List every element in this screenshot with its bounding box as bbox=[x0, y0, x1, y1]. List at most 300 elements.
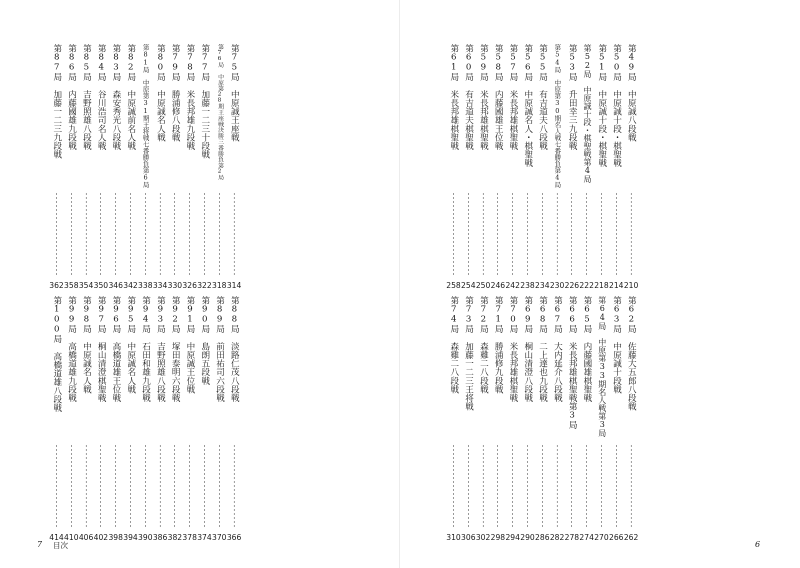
game-number: 第80局 bbox=[155, 44, 166, 82]
toc-entry-label bbox=[579, 296, 594, 402]
game-title: 大内延介八段戦 bbox=[552, 341, 563, 403]
toc-entry-label bbox=[108, 44, 123, 150]
leader-dots bbox=[594, 192, 609, 276]
toc-entry bbox=[167, 44, 183, 290]
toc-entry bbox=[78, 296, 94, 542]
toc-entry-label bbox=[594, 44, 609, 167]
game-number: 第74局 bbox=[448, 296, 459, 334]
game-title: 森雞二八段戦 bbox=[478, 341, 489, 394]
game-number: 第90局 bbox=[199, 296, 210, 334]
toc-entry bbox=[138, 44, 153, 290]
toc-entry bbox=[78, 44, 94, 290]
leader-dots bbox=[49, 444, 64, 528]
toc-entry bbox=[535, 296, 550, 542]
toc-block-top-right bbox=[446, 44, 639, 290]
game-number: 第99局 bbox=[66, 296, 77, 334]
toc-entry-label bbox=[535, 296, 550, 402]
toc-entry-label bbox=[490, 296, 505, 393]
game-title: 中原誠名人戦 bbox=[125, 341, 136, 394]
toc-page-number: 210 bbox=[623, 281, 639, 290]
toc-entry bbox=[212, 296, 227, 542]
game-number: 第52局 bbox=[582, 44, 592, 78]
game-number: 第65局 bbox=[581, 296, 592, 334]
toc-entry-label bbox=[550, 296, 565, 402]
game-title: 中原誠名人・棋聖戦 bbox=[522, 89, 533, 168]
toc-entry-label bbox=[476, 44, 491, 150]
toc-entry-label bbox=[64, 44, 79, 150]
leader-dots bbox=[123, 444, 138, 528]
game-number: 第55局 bbox=[537, 44, 548, 82]
game-number: 第57局 bbox=[507, 44, 518, 82]
toc-page-number: 414 bbox=[49, 533, 64, 542]
toc-page-number: 386 bbox=[152, 533, 168, 542]
game-number: 第83局 bbox=[110, 44, 121, 82]
game-number: 第58局 bbox=[493, 44, 504, 82]
game-number: 第72局 bbox=[478, 296, 489, 334]
toc-entry-label bbox=[49, 44, 64, 159]
toc-page-number: 322 bbox=[197, 281, 212, 290]
toc-entry bbox=[505, 44, 520, 290]
toc-page-number: 326 bbox=[182, 281, 197, 290]
leader-dots bbox=[49, 192, 64, 276]
toc-page-number: 242 bbox=[505, 281, 520, 290]
leader-dots bbox=[64, 192, 79, 276]
toc-page-number: 226 bbox=[564, 281, 580, 290]
game-title: 中原誠十段戦 bbox=[611, 341, 622, 394]
game-title: 桐山清澄八段戦 bbox=[522, 341, 533, 403]
toc-entry-label bbox=[594, 296, 609, 437]
leader-dots bbox=[108, 444, 123, 528]
toc-page-number: 290 bbox=[520, 533, 535, 542]
toc-entry bbox=[226, 44, 242, 290]
toc-page-number: 394 bbox=[123, 533, 138, 542]
game-title: 内藤國雄棋聖戦 bbox=[581, 341, 592, 403]
leader-dots bbox=[79, 192, 94, 276]
game-title: 高橋道雄九段戦 bbox=[66, 341, 77, 403]
toc-entry-label bbox=[624, 296, 639, 411]
toc-entry bbox=[490, 44, 506, 290]
game-number: 第61局 bbox=[448, 44, 459, 82]
game-title: 米長邦雄棋聖戦第3局 bbox=[567, 341, 578, 430]
game-number: 第70局 bbox=[507, 296, 518, 334]
game-number: 第64局 bbox=[597, 296, 607, 330]
game-number: 第91局 bbox=[184, 296, 195, 334]
toc-page-number: 366 bbox=[226, 533, 242, 542]
toc-entry bbox=[108, 44, 123, 290]
toc-entry bbox=[490, 296, 506, 542]
leader-dots bbox=[505, 192, 520, 276]
game-title: 米長邦雄棋聖戦 bbox=[478, 89, 489, 151]
game-number: 第94局 bbox=[140, 296, 151, 334]
game-title: 中原誠名人戦 bbox=[155, 89, 166, 142]
toc-entry bbox=[123, 296, 138, 542]
toc-entry-label bbox=[609, 44, 624, 167]
toc-entry-label bbox=[609, 296, 624, 393]
game-title: 升田幸三九段戦 bbox=[567, 89, 578, 151]
game-title: 加藤一二三九段戦 bbox=[51, 89, 62, 159]
toc-page-number: 306 bbox=[461, 533, 476, 542]
toc-entry-label bbox=[564, 296, 579, 429]
game-number: 第92局 bbox=[170, 296, 181, 334]
leader-dots bbox=[197, 444, 212, 528]
game-title: 中原誠前名人戦 bbox=[125, 89, 136, 151]
leader-dots bbox=[79, 444, 94, 528]
game-title: 中原第31期王将戦七番勝負第6局 bbox=[141, 79, 150, 188]
toc-entry-label bbox=[505, 296, 520, 402]
toc-entry bbox=[446, 44, 461, 290]
toc-entry bbox=[446, 296, 461, 542]
toc-page-number: 370 bbox=[212, 533, 227, 542]
game-title: 中原誠八段戦 bbox=[626, 89, 637, 142]
game-number: 第100局 bbox=[51, 296, 62, 344]
toc-page-number: 254 bbox=[461, 281, 476, 290]
leader-dots bbox=[609, 192, 624, 276]
game-title: 高橋道雄八段戦 bbox=[51, 351, 62, 413]
game-title: 米長邦雄棋聖戦 bbox=[507, 89, 518, 151]
toc-entry-label bbox=[579, 44, 594, 183]
leader-dots bbox=[624, 192, 639, 276]
game-title: 中原第33期名人戦第3局 bbox=[597, 338, 607, 437]
game-number: 第77局 bbox=[199, 44, 210, 82]
toc-page-number: 286 bbox=[535, 533, 550, 542]
leader-dots bbox=[594, 444, 609, 528]
toc-entry-label bbox=[476, 296, 491, 393]
toc-entry bbox=[197, 296, 212, 542]
toc-page-number: 250 bbox=[475, 281, 491, 290]
leader-dots bbox=[212, 192, 227, 276]
toc-entry bbox=[579, 296, 594, 542]
game-number: 第71局 bbox=[493, 296, 504, 334]
toc-entry bbox=[623, 44, 639, 290]
toc-entry bbox=[594, 44, 609, 290]
leader-dots bbox=[564, 444, 579, 528]
toc-page-number: 354 bbox=[78, 281, 94, 290]
game-number: 第51局 bbox=[596, 44, 607, 82]
toc-entry bbox=[564, 296, 580, 542]
toc-entry bbox=[93, 44, 109, 290]
game-title: 吉野照雄八段戦 bbox=[81, 89, 92, 151]
game-title: 森安秀光八段戦 bbox=[110, 89, 121, 151]
toc-entry-label bbox=[167, 44, 182, 141]
game-number: 第98局 bbox=[81, 296, 92, 334]
toc-page-number: 310 bbox=[446, 533, 461, 542]
leader-dots bbox=[579, 192, 594, 276]
toc-entry-label bbox=[564, 44, 579, 150]
leader-dots bbox=[461, 192, 476, 276]
leader-dots bbox=[476, 444, 491, 528]
game-title: 谷川浩司名人戦 bbox=[96, 89, 107, 151]
game-title: 中原第28期王座戦決勝三番勝負第2局 bbox=[216, 73, 223, 181]
toc-entry-label bbox=[212, 44, 227, 180]
game-number: 第62局 bbox=[626, 296, 637, 334]
toc-entry-label bbox=[182, 44, 197, 150]
game-number: 第79局 bbox=[170, 44, 181, 82]
toc-entry bbox=[594, 296, 609, 542]
leader-dots bbox=[153, 444, 168, 528]
toc-entry-label bbox=[212, 296, 227, 402]
game-number: 第60局 bbox=[463, 44, 474, 82]
leader-dots bbox=[182, 192, 197, 276]
game-title: 勝浦修八段戦 bbox=[170, 89, 181, 142]
toc-page-number: 362 bbox=[49, 281, 64, 290]
leader-dots bbox=[579, 444, 594, 528]
toc-page-number: 398 bbox=[108, 533, 123, 542]
game-title: 米長邦雄棋聖戦 bbox=[448, 89, 459, 151]
toc-page-number: 402 bbox=[93, 533, 109, 542]
toc-entry-label bbox=[138, 44, 153, 188]
toc-page-number: 266 bbox=[609, 533, 624, 542]
toc-entry-label bbox=[93, 296, 108, 402]
toc-page-number: 234 bbox=[535, 281, 550, 290]
leader-dots bbox=[108, 192, 123, 276]
leader-dots bbox=[624, 444, 639, 528]
right-page bbox=[400, 0, 800, 568]
toc-entry bbox=[564, 44, 580, 290]
game-title: 森雞二八段戦 bbox=[448, 341, 459, 394]
toc-page-number: 278 bbox=[564, 533, 580, 542]
toc-entry-label bbox=[624, 44, 639, 141]
toc-page-number: 274 bbox=[579, 533, 594, 542]
toc-page-number: 342 bbox=[123, 281, 138, 290]
game-number: 第75局 bbox=[229, 44, 240, 82]
toc-block-bottom-left bbox=[49, 296, 242, 542]
toc-page-number: 346 bbox=[108, 281, 123, 290]
game-title: 前田祐司六段戦 bbox=[214, 341, 225, 403]
game-number: 第76局 bbox=[216, 44, 223, 68]
toc-page-number: 230 bbox=[549, 281, 565, 290]
toc-page-number: 302 bbox=[475, 533, 491, 542]
game-number: 第69局 bbox=[522, 296, 533, 334]
leader-dots bbox=[446, 192, 461, 276]
toc-entry bbox=[49, 44, 64, 290]
game-number: 第66局 bbox=[567, 296, 578, 334]
game-title: 中原誠十段・棋聖戦 bbox=[596, 89, 607, 168]
game-number: 第95局 bbox=[125, 296, 136, 334]
game-title: 内藤國雄王位戦 bbox=[493, 89, 504, 151]
game-number: 第49局 bbox=[626, 44, 637, 82]
toc-page-number: 270 bbox=[594, 533, 609, 542]
game-number: 第87局 bbox=[51, 44, 62, 82]
toc-page-number: 378 bbox=[182, 533, 197, 542]
leader-dots bbox=[446, 444, 461, 528]
toc-entry-label bbox=[79, 44, 94, 150]
toc-entry bbox=[49, 296, 64, 542]
toc-page-number: 330 bbox=[167, 281, 183, 290]
page-number-right: 6 bbox=[755, 540, 761, 549]
leader-dots bbox=[93, 444, 108, 528]
toc-page-number: 358 bbox=[64, 281, 79, 290]
game-title: 島朗五段戦 bbox=[199, 341, 210, 385]
leader-dots bbox=[167, 192, 182, 276]
toc-entry-label bbox=[446, 296, 461, 393]
game-title: 高橋道雄王位戦 bbox=[110, 341, 121, 403]
leader-dots bbox=[227, 192, 242, 276]
leader-dots bbox=[505, 444, 520, 528]
toc-entry bbox=[64, 44, 79, 290]
game-number: 第97局 bbox=[96, 296, 107, 334]
toc-page-number: 374 bbox=[197, 533, 212, 542]
toc-page-number: 382 bbox=[167, 533, 183, 542]
toc-page-number: 258 bbox=[446, 281, 461, 290]
toc-entry-label bbox=[182, 296, 197, 393]
leader-dots bbox=[564, 192, 579, 276]
toc-page-number: 350 bbox=[93, 281, 109, 290]
game-title: 米長邦雄九段戦 bbox=[184, 89, 195, 151]
toc-entry bbox=[520, 44, 535, 290]
game-number: 第50局 bbox=[611, 44, 622, 82]
toc-page-number: 406 bbox=[78, 533, 94, 542]
toc-entry bbox=[609, 296, 624, 542]
toc-entry-label bbox=[520, 296, 535, 402]
leader-dots bbox=[182, 444, 197, 528]
game-title: 吉野照雄八段戦 bbox=[155, 341, 166, 403]
toc-page-number: 314 bbox=[226, 281, 242, 290]
toc-page-number: 334 bbox=[152, 281, 168, 290]
game-title: 有吉道夫八段戦 bbox=[537, 89, 548, 151]
toc-entry-label bbox=[197, 44, 212, 159]
toc-page-number: 410 bbox=[64, 533, 79, 542]
toc-block-top-left bbox=[49, 44, 242, 290]
leader-dots bbox=[550, 192, 565, 276]
game-title: 塚田泰明六段戦 bbox=[170, 341, 181, 403]
leader-dots bbox=[490, 192, 505, 276]
leader-dots bbox=[461, 444, 476, 528]
game-number: 第81局 bbox=[141, 44, 150, 73]
toc-entry-label bbox=[123, 44, 138, 150]
toc-entry-label bbox=[461, 44, 476, 150]
game-title: 中原誠十段・棋聖戦第4局 bbox=[582, 86, 592, 183]
leader-dots bbox=[609, 444, 624, 528]
toc-entry-label bbox=[153, 44, 168, 141]
toc-entry bbox=[93, 296, 109, 542]
toc-page-number: 294 bbox=[505, 533, 520, 542]
toc-entry bbox=[520, 296, 535, 542]
toc-entry-label bbox=[490, 44, 505, 150]
page-number-left: 7 bbox=[37, 540, 43, 549]
toc-entry-label bbox=[167, 296, 182, 402]
game-number: 第68局 bbox=[537, 296, 548, 334]
toc-page-number: 338 bbox=[138, 281, 153, 290]
toc-page-number: 318 bbox=[212, 281, 227, 290]
leader-dots bbox=[490, 444, 505, 528]
toc-entry-label bbox=[138, 296, 153, 402]
toc-entry bbox=[152, 44, 168, 290]
toc-entry-label bbox=[108, 296, 123, 402]
game-number: 第84局 bbox=[96, 44, 107, 82]
toc-entry bbox=[152, 296, 168, 542]
game-number: 第93局 bbox=[155, 296, 166, 334]
game-title: 加藤一二三十段戦 bbox=[199, 89, 210, 159]
toc-page-number: 238 bbox=[520, 281, 535, 290]
toc-entry bbox=[475, 296, 491, 542]
game-number: 第54局 bbox=[553, 44, 562, 73]
game-number: 第78局 bbox=[184, 44, 195, 82]
toc-entry-label bbox=[227, 296, 242, 402]
toc-entry-label bbox=[461, 296, 476, 411]
leader-dots bbox=[476, 192, 491, 276]
game-title: 中原誠王座戦 bbox=[229, 89, 240, 142]
toc-entry-label bbox=[197, 296, 212, 385]
leader-dots bbox=[227, 444, 242, 528]
game-number: 第89局 bbox=[214, 296, 225, 334]
game-title: 内藤國雄九段戦 bbox=[66, 89, 77, 151]
toc-entry-label bbox=[227, 44, 242, 141]
toc-page-number: 390 bbox=[138, 533, 153, 542]
toc-entry bbox=[182, 44, 197, 290]
leader-dots bbox=[212, 444, 227, 528]
leader-dots bbox=[138, 444, 153, 528]
toc-page-number: 222 bbox=[579, 281, 594, 290]
toc-entry bbox=[226, 296, 242, 542]
game-number: 第67局 bbox=[552, 296, 563, 334]
game-number: 第56局 bbox=[522, 44, 533, 82]
toc-entry-label bbox=[446, 44, 461, 150]
toc-page-number: 282 bbox=[549, 533, 565, 542]
game-title: 有吉道夫棋聖戦 bbox=[463, 89, 474, 151]
toc-entry-label bbox=[123, 296, 138, 393]
toc-entry bbox=[108, 296, 123, 542]
leader-dots bbox=[123, 192, 138, 276]
running-head: 目次 bbox=[53, 541, 68, 550]
toc-entry bbox=[123, 44, 138, 290]
toc-entry-label bbox=[550, 44, 565, 188]
leader-dots bbox=[64, 444, 79, 528]
game-title: 中原第30期名人戦七番勝負第4局 bbox=[553, 79, 562, 188]
toc-page-number: 262 bbox=[623, 533, 639, 542]
leader-dots bbox=[93, 192, 108, 276]
game-title: 淡路仁茂八段戦 bbox=[229, 341, 240, 403]
toc-entry bbox=[461, 44, 476, 290]
toc-page-number: 218 bbox=[594, 281, 609, 290]
game-number: 第86局 bbox=[66, 44, 77, 82]
game-number: 第82局 bbox=[125, 44, 136, 82]
toc-page-number: 298 bbox=[490, 533, 506, 542]
toc-entry bbox=[535, 44, 550, 290]
leader-dots bbox=[153, 192, 168, 276]
game-title: 佐藤大五郎八段戦 bbox=[626, 341, 637, 411]
toc-entry bbox=[197, 44, 212, 290]
toc-entry-label bbox=[93, 44, 108, 150]
leader-dots bbox=[138, 192, 153, 276]
game-number: 第53局 bbox=[567, 44, 578, 82]
leader-dots bbox=[550, 444, 565, 528]
game-number: 第59局 bbox=[478, 44, 489, 82]
leader-dots bbox=[167, 444, 182, 528]
game-title: 石田和雄九段戦 bbox=[140, 341, 151, 403]
game-title: 米長邦雄棋聖戦 bbox=[507, 341, 518, 403]
game-title: 加藤一二三王将戦 bbox=[463, 341, 474, 411]
leader-dots bbox=[535, 444, 550, 528]
toc-entry bbox=[623, 296, 639, 542]
toc-entry bbox=[579, 44, 594, 290]
toc-entry bbox=[461, 296, 476, 542]
game-number: 第85局 bbox=[81, 44, 92, 82]
toc-entry-label bbox=[535, 44, 550, 150]
toc-entry bbox=[212, 44, 227, 290]
toc-block-bottom-right bbox=[446, 296, 639, 542]
toc-entry-label bbox=[520, 44, 535, 167]
toc-entry bbox=[549, 44, 565, 290]
toc-page-number: 214 bbox=[609, 281, 624, 290]
toc-entry-label bbox=[505, 44, 520, 150]
game-number: 第73局 bbox=[463, 296, 474, 334]
game-title: 中原誠王位戦 bbox=[184, 341, 195, 394]
game-title: 勝浦修九段戦 bbox=[493, 341, 504, 394]
toc-entry-label bbox=[49, 296, 64, 412]
leader-dots bbox=[197, 192, 212, 276]
game-number: 第96局 bbox=[110, 296, 121, 334]
toc-entry-label bbox=[153, 296, 168, 402]
